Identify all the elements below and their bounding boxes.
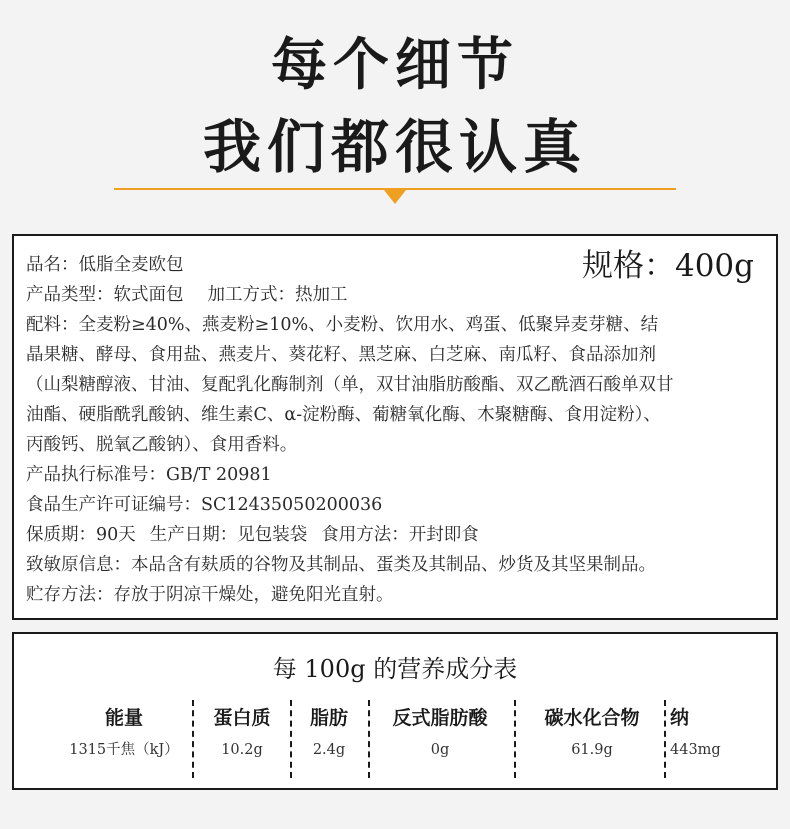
nutrition-value: 10.2g	[221, 742, 263, 758]
column-divider	[192, 700, 194, 778]
ingredients-line-1: 配料：全麦粉≥40%、燕麦粉≥10%、小麦粉、饮用水、鸡蛋、低聚异麦芽糖、结	[26, 315, 659, 335]
nutrition-value: 0g	[430, 742, 450, 758]
spec-label-text: 规格：	[581, 248, 675, 284]
column-divider	[290, 700, 292, 778]
production-date: 生产日期：见包装袋	[149, 525, 308, 545]
nutrition-column-fat	[294, 698, 364, 788]
column-divider	[664, 700, 666, 778]
ingredients-line-3: （山梨糖醇液、甘油、复配乳化酶制剂（单，双甘油脂肪酸酯、双乙酰酒石酸单双甘	[26, 375, 674, 395]
nutrition-value: 2.4g	[312, 742, 346, 758]
nutrition-header: 碳水化合物	[544, 707, 640, 729]
process-method: 加工方式：热加工	[207, 285, 348, 305]
nutrition-header: 蛋白质	[213, 707, 271, 729]
ingredients-line-5: 丙酸钙、脱氧乙酸钠）、食用香料。	[26, 435, 298, 455]
standard-number: 产品执行标准号：GB/T 20981	[26, 465, 272, 485]
nutrition-column-carbohydrate	[522, 698, 662, 788]
nutrition-value: 61.9g	[571, 742, 613, 758]
storage-method: 贮存方法：存放于阴凉干燥处，避免阳光直射。	[26, 585, 394, 605]
column-divider	[514, 700, 516, 778]
nutrition-header: 能量	[104, 707, 143, 729]
nutrition-title: 每 100g 的营养成分表	[272, 655, 518, 683]
ingredients-line-2: 晶果糖、酵母、食用盐、燕麦片、葵花籽、黑芝麻、白芝麻、南瓜籽、食品添加剂	[26, 345, 656, 365]
product-info-text	[26, 250, 764, 610]
nutrition-header: 脂肪	[309, 707, 348, 729]
divider-arrow-icon	[384, 190, 406, 204]
shelf-life: 保质期：90天	[26, 525, 136, 545]
column-divider	[368, 700, 370, 778]
nutrition-column-protein	[196, 698, 288, 788]
shelf-life-line	[26, 520, 764, 550]
nutrition-column-trans-fat	[376, 698, 504, 788]
spec-value: 400g	[674, 248, 754, 284]
product-info-box	[12, 234, 778, 620]
product-type-line	[26, 280, 764, 310]
nutrition-value: 1315千焦（kJ）	[69, 742, 179, 758]
nutrition-header: 纳	[670, 707, 690, 729]
nutrition-value: 443mg	[670, 742, 721, 758]
license-number: 食品生产许可证编号：SC12435050200036	[26, 495, 383, 515]
nutrition-column-energy	[54, 698, 194, 788]
heading-line-1: 每个细节	[271, 32, 519, 98]
nutrition-column-sodium	[670, 698, 770, 788]
allergen-info: 致敏原信息：本品含有麸质的谷物及其制品、蛋类及其制品、炒货及其坚果制品。	[26, 555, 656, 575]
nutrition-header: 反式脂肪酸	[392, 707, 488, 729]
usage-method: 食用方法：开封即食	[321, 525, 479, 545]
product-type: 产品类型：软式面包	[26, 285, 184, 305]
heading-line-2: 我们都很认真	[202, 113, 587, 181]
nutrition-table	[12, 632, 778, 790]
ingredients-line-4: 油酯、硬脂酰乳酸钠、维生素C、α-淀粉酶、葡糖氧化酶、木聚糖酶、食用淀粉）、	[26, 405, 661, 425]
product-name: 品名：低脂全麦欧包	[26, 255, 184, 275]
